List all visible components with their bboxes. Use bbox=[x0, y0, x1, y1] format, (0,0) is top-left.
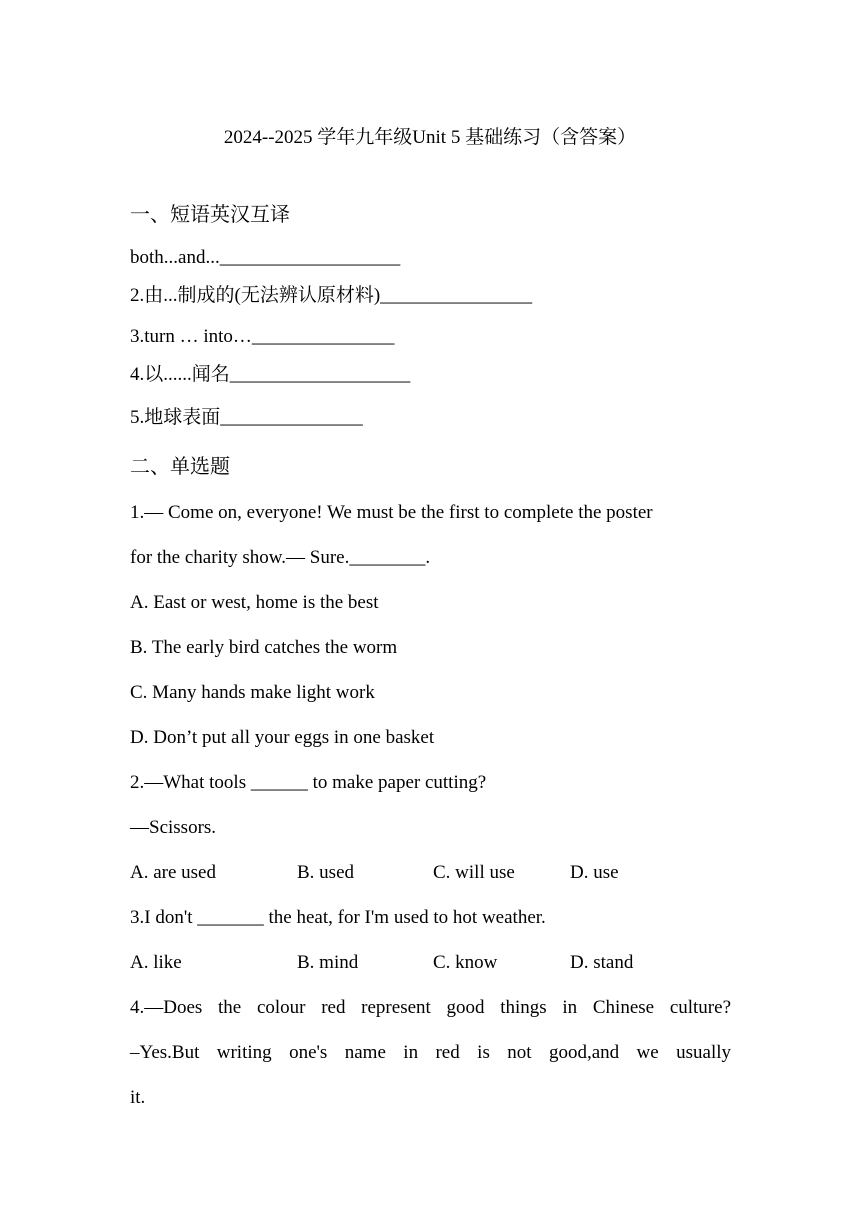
phrase-item-1: both...and...___________________ bbox=[130, 247, 401, 268]
q1-option-c: C. Many hands make light work bbox=[130, 682, 375, 703]
q3-option-a: A. like bbox=[130, 952, 182, 973]
q3-line1: 3.I don't _______ the heat, for I'm used to hot weather. bbox=[130, 907, 546, 928]
q2-line1: 2.—What tools ______ to make paper cutting? bbox=[130, 772, 487, 793]
q1-option-a: A. East or west, home is the best bbox=[130, 592, 379, 613]
q3-option-b: B. mind bbox=[297, 952, 359, 973]
q4-line2: –Yes.But writing one's name in red is not good,and we usually bbox=[130, 1042, 731, 1063]
section1-heading: 一、短语英汉互译 bbox=[130, 204, 290, 226]
q3-option-c: C. know bbox=[433, 952, 498, 973]
q2-option-d: D. use bbox=[570, 862, 619, 883]
q1-option-d: D. Don’t put all your eggs in one basket bbox=[130, 727, 435, 748]
q2-option-a: A. are used bbox=[130, 862, 216, 883]
phrase-item-4: 4.以......闻名___________________ bbox=[130, 364, 411, 385]
q4-line1: 4.—Does the colour red represent good things in Chinese culture? bbox=[130, 997, 731, 1018]
phrase-item-2: 2.由...制成的(无法辨认原材料)________________ bbox=[130, 285, 533, 306]
q3-option-d: D. stand bbox=[570, 952, 634, 973]
q1-line1: 1.— Come on, everyone! We must be the first to complete the poster bbox=[130, 502, 653, 523]
q4-line3: it. bbox=[130, 1087, 146, 1108]
q1-line2: for the charity show.— Sure.________. bbox=[130, 547, 431, 568]
q2-option-c: C. will use bbox=[433, 862, 515, 883]
page-title: 2024--2025 学年九年级Unit 5 基础练习（含答案） bbox=[223, 127, 637, 148]
q2-line2: —Scissors. bbox=[130, 817, 217, 838]
q1-option-b: B. The early bird catches the worm bbox=[130, 637, 398, 658]
phrase-item-3: 3.turn … into…_______________ bbox=[130, 326, 395, 347]
section2-heading: 二、单选题 bbox=[130, 456, 230, 478]
phrase-item-5: 5.地球表面_______________ bbox=[130, 407, 363, 428]
q2-option-b: B. used bbox=[297, 862, 354, 883]
